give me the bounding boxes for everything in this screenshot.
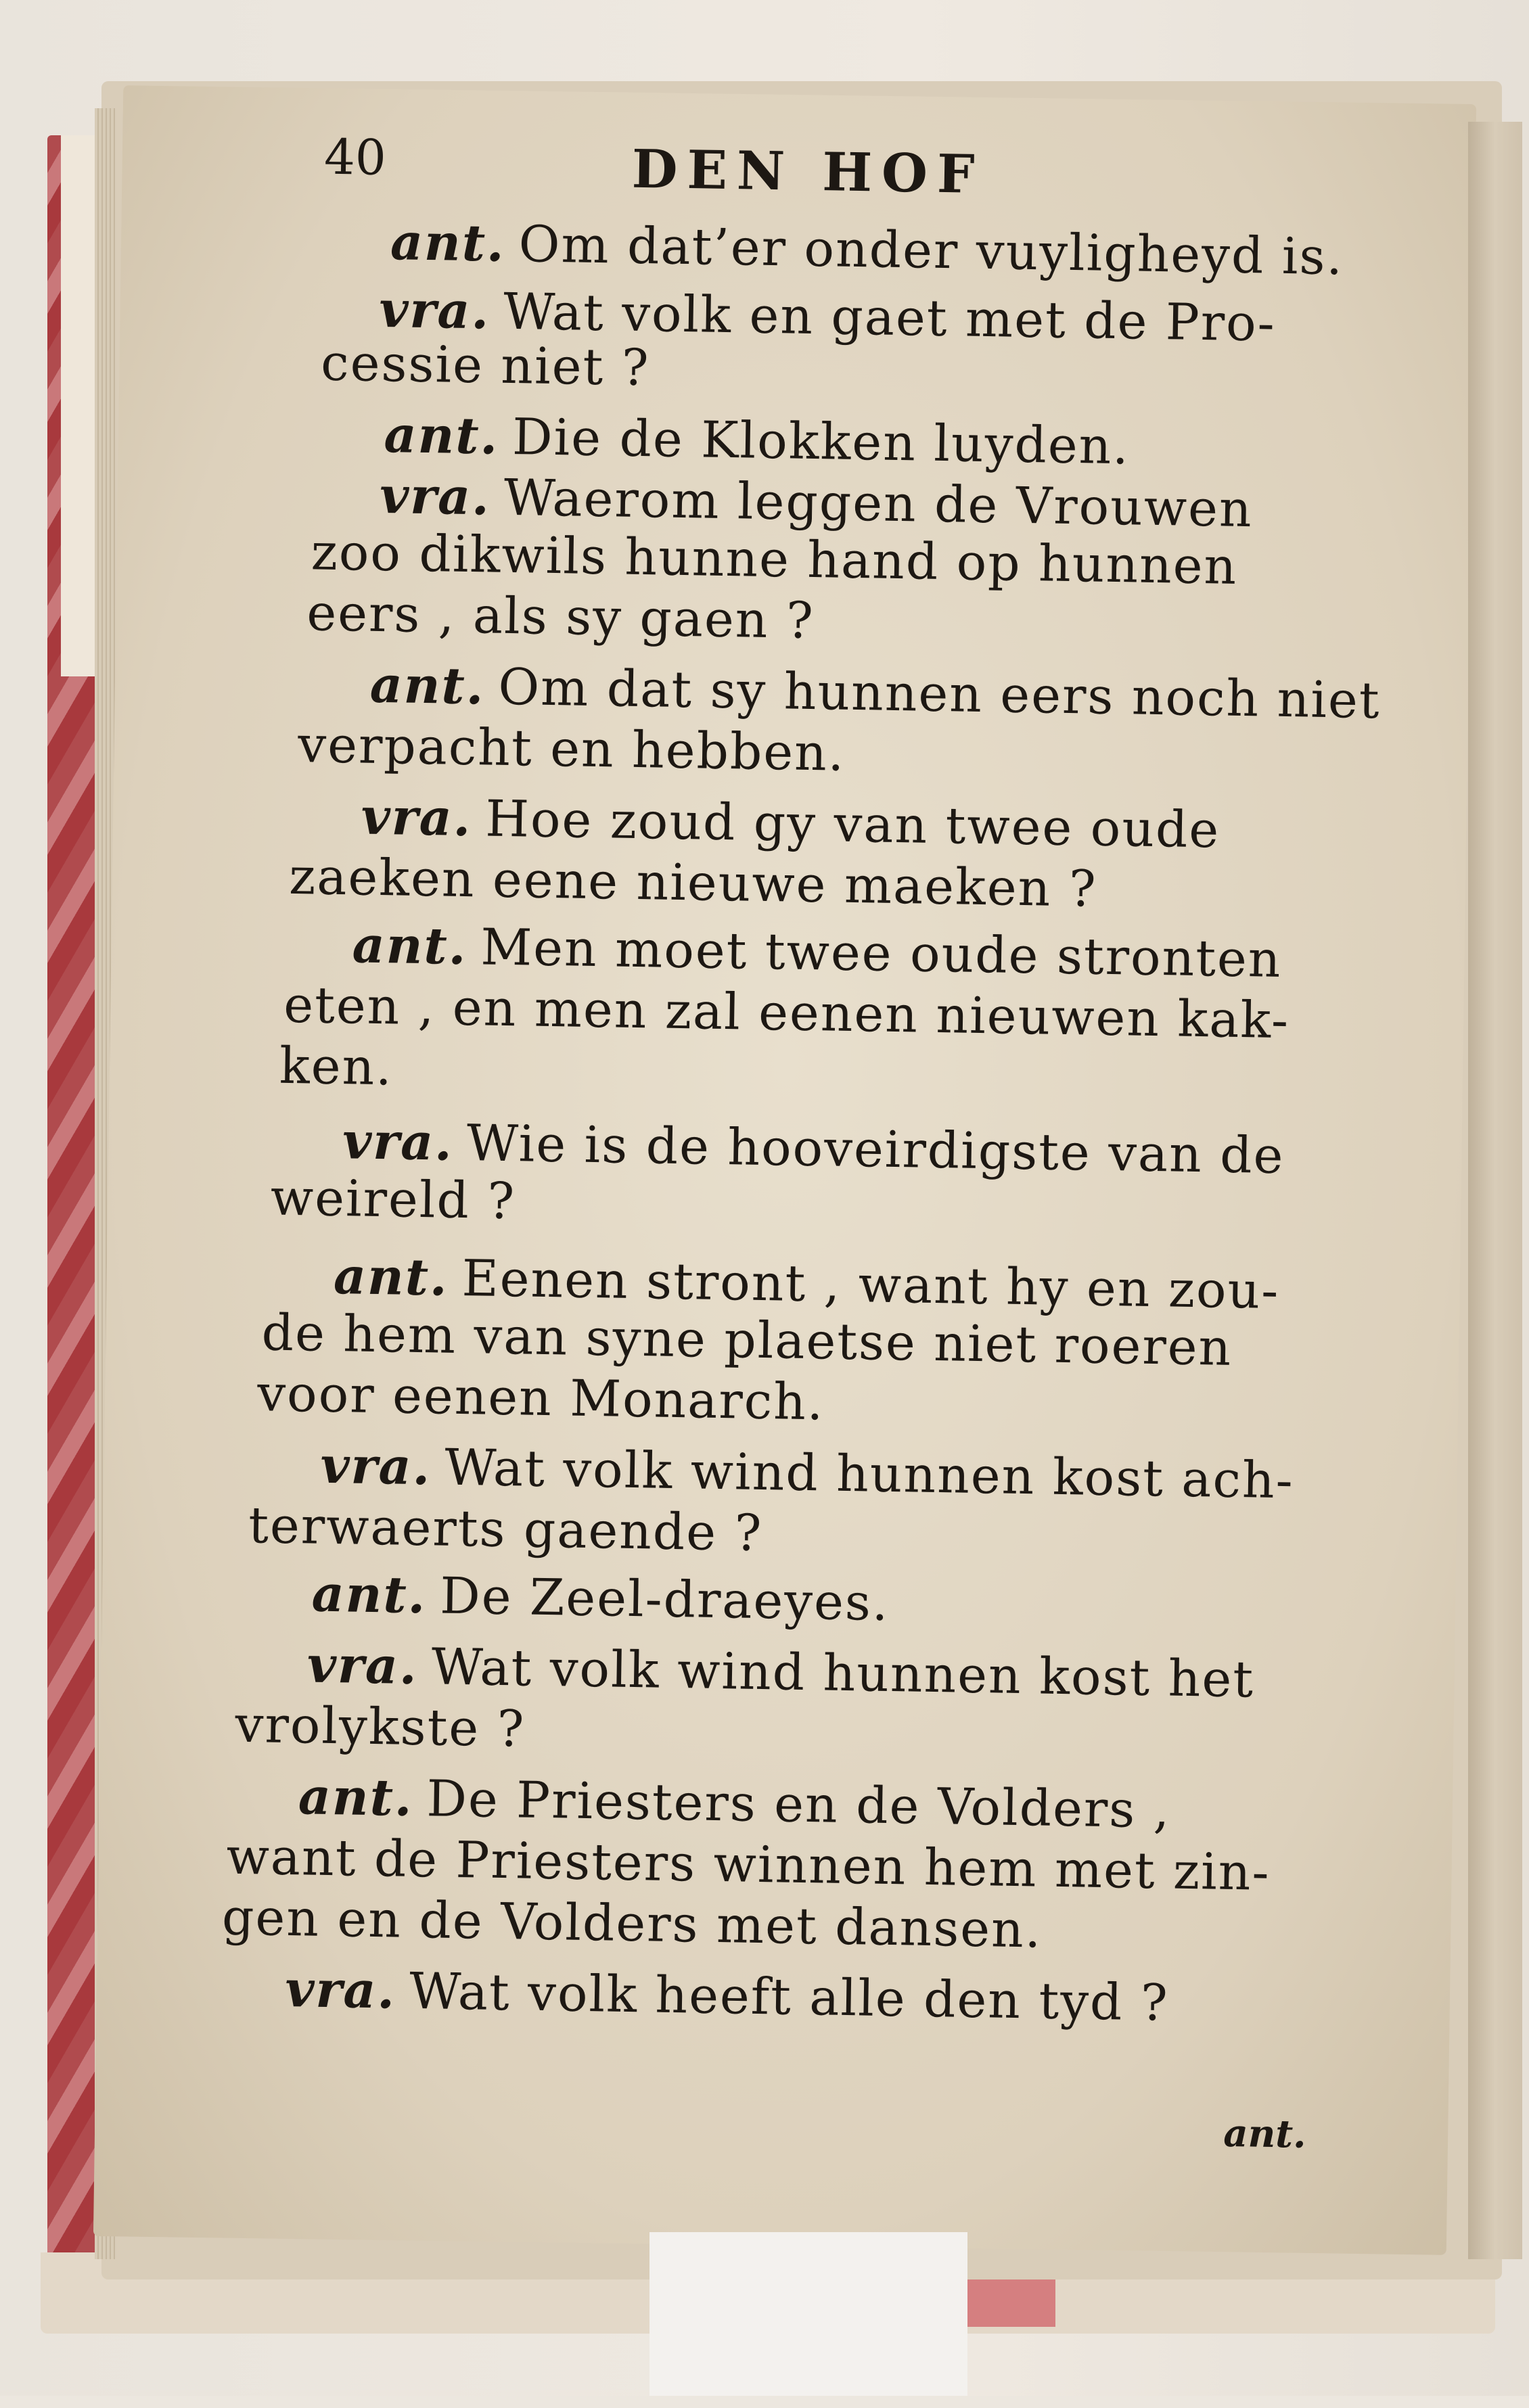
line-label: ant. — [352, 916, 468, 977]
line-text: weireld ? — [270, 1168, 516, 1231]
text-line — [361, 787, 1220, 860]
line-text: De Priesters en de Volders , — [426, 1769, 1171, 1840]
line-label: vra. — [284, 1960, 396, 2020]
text-line — [279, 1036, 394, 1097]
line-text: Om dat’er onder vuyligheyd is. — [518, 215, 1344, 287]
text-line — [311, 523, 1238, 596]
text-line — [270, 1168, 516, 1231]
line-text: Om dat sy hunnen eers noch niet — [497, 657, 1382, 731]
line-label: vra. — [361, 787, 473, 848]
line-text: voor eenen Monarch. — [256, 1364, 825, 1432]
text-line — [256, 1364, 825, 1432]
line-label: ant. — [390, 213, 506, 273]
text-line — [390, 213, 1344, 287]
line-label: ant. — [311, 1565, 428, 1625]
text-line — [221, 1888, 1043, 1960]
line-text: Wat volk en gaet met de Pro- — [503, 282, 1277, 353]
line-text: eten , en men zal eenen nieuwen kak- — [283, 975, 1290, 1050]
text-line — [288, 847, 1098, 919]
line-text: de hem van syne plaetse niet roeren — [261, 1303, 1233, 1377]
line-text: vrolykste ? — [234, 1695, 526, 1759]
text-line — [311, 1565, 890, 1632]
line-text: Wat volk heeft alle den tyd ? — [409, 1962, 1170, 2033]
text-line — [320, 1436, 1295, 1510]
line-text: Eenen stront , want hy en zou- — [461, 1249, 1280, 1320]
line-text: Wat volk wind hunnen kost het — [431, 1638, 1255, 1709]
text-line — [320, 333, 651, 398]
line-label: vra. — [379, 466, 491, 527]
line-label: ant. — [369, 655, 486, 716]
line-text: Wie is de hooveirdigste van de — [466, 1114, 1285, 1186]
line-label: ant. — [298, 1767, 414, 1828]
text-line — [225, 1827, 1271, 1902]
line-label: vra. — [320, 1436, 432, 1497]
line-text: zaeken eene nieuwe maeken ? — [288, 847, 1098, 919]
line-text: cessie niet ? — [320, 333, 651, 398]
text-line — [379, 466, 1254, 539]
line-text: Hoe zoud gy van twee oude — [484, 789, 1220, 860]
text-line — [383, 406, 1131, 476]
text-line — [283, 975, 1290, 1050]
line-label: vra. — [306, 1636, 419, 1696]
line-label: ant. — [333, 1247, 449, 1307]
catchword: ant. — [1223, 2110, 1307, 2157]
line-label: ant. — [383, 406, 500, 466]
line-text: ken. — [279, 1036, 394, 1097]
line-label: vra. — [342, 1112, 454, 1172]
line-text: eers , als sy gaen ? — [306, 584, 815, 651]
running-head: DEN HOF — [631, 138, 985, 206]
text-line — [248, 1496, 763, 1563]
line-text: Waerom leggen de Vrouwen — [503, 468, 1254, 539]
line-text: terwaerts gaende ? — [248, 1496, 763, 1563]
line-text: De Zeel-draeyes. — [439, 1567, 890, 1632]
page-number: 40 — [323, 128, 387, 187]
text-line — [261, 1303, 1233, 1377]
text-line — [306, 1636, 1255, 1709]
text-line — [306, 584, 815, 651]
line-text: gen en de Volders met dansen. — [221, 1888, 1043, 1960]
text-line — [352, 916, 1283, 989]
line-label: vra. — [378, 280, 490, 341]
text-line — [298, 1767, 1171, 1840]
text-line — [369, 655, 1382, 731]
line-text: zoo dikwils hunne hand op hunnen — [311, 523, 1238, 596]
text-line — [284, 1960, 1170, 2033]
line-text: want de Priesters winnen hem met zin- — [225, 1827, 1271, 1902]
line-text: Men moet twee oude stronten — [480, 918, 1283, 989]
text-line — [297, 716, 846, 783]
line-text: Wat volk wind hunnen kost ach- — [444, 1438, 1295, 1510]
text-line — [234, 1695, 526, 1759]
line-text: Die de Klokken luyden. — [511, 408, 1131, 476]
line-text: verpacht en hebben. — [297, 716, 846, 783]
